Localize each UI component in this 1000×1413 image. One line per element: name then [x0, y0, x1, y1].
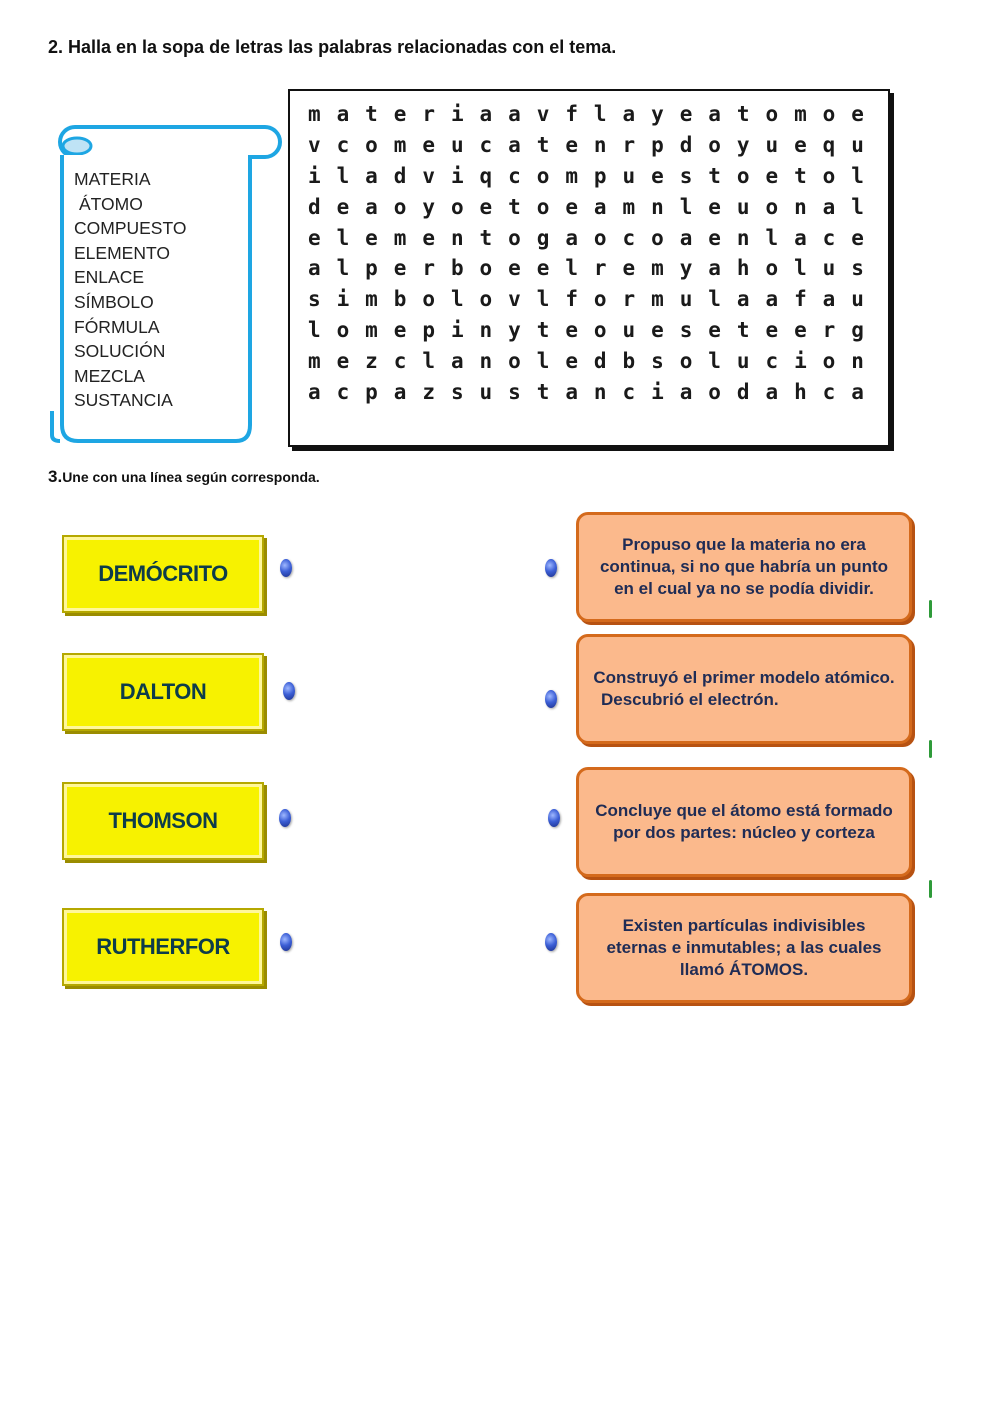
grid-letter[interactable]: v [422, 163, 435, 188]
grid-letter[interactable]: e [708, 318, 721, 343]
grid-letter[interactable]: a [708, 102, 721, 126]
grid-letter[interactable]: u [622, 318, 636, 343]
grid-letter[interactable]: d [679, 132, 693, 157]
question-3-number: 3. [48, 467, 63, 486]
right-connector-dot-3[interactable] [548, 809, 560, 827]
grid-letter[interactable]: c [336, 132, 350, 157]
question-2-title: 2. Halla en la sopa de letras las palabras relacionadas con el tema. [48, 37, 617, 57]
grid-letter[interactable]: i [651, 380, 664, 405]
grid-letter[interactable]: i [450, 102, 464, 126]
grid-letter[interactable]: e [651, 163, 664, 188]
grid-letter[interactable]: z [422, 380, 435, 405]
grid-letter[interactable]: a [679, 380, 693, 405]
grid-letter[interactable]: v [536, 102, 550, 126]
word-item: MATERIA [74, 169, 151, 189]
grid-letter[interactable]: o [679, 349, 693, 374]
grid-letter[interactable]: e [336, 349, 350, 374]
grid-letter[interactable]: a [679, 225, 693, 250]
grid-letter[interactable]: t [736, 102, 750, 126]
grid-letter[interactable]: l [307, 318, 321, 343]
grid-letter[interactable]: h [794, 380, 807, 405]
name-label: THOMSON [108, 808, 218, 833]
grid-letter[interactable]: a [307, 256, 321, 281]
grid-letter[interactable]: o [822, 102, 836, 126]
word-item: COMPUESTO [74, 218, 187, 239]
letter-grid[interactable] [300, 99, 872, 408]
name-label: DALTON [119, 679, 207, 704]
grid-letter[interactable]: u [822, 256, 836, 281]
grid-letter[interactable]: c [622, 225, 636, 250]
grid-letter[interactable]: a [365, 194, 378, 219]
grid-letter[interactable]: o [336, 318, 350, 343]
grid-letter[interactable]: e [708, 194, 721, 219]
word-item: ENLACE [74, 267, 145, 288]
right-connector-dot-4[interactable] [545, 933, 557, 951]
description-text: Existen partículas indivisibles eternas e inmutables; a las cuales llamó ÁTOMOS. [606, 916, 882, 979]
grid-letter[interactable]: o [508, 225, 521, 250]
grid-letter[interactable]: p [651, 132, 664, 157]
grid-letter[interactable]: e [393, 318, 407, 343]
grid-letter[interactable]: d [393, 163, 407, 188]
grid-letter[interactable]: u [736, 194, 750, 219]
grid-letter[interactable]: f [565, 102, 578, 126]
grid-letter[interactable]: b [622, 349, 636, 374]
grid-letter[interactable]: m [651, 287, 664, 312]
name-box-dalton [62, 653, 264, 731]
grid-letter[interactable]: u [851, 132, 864, 157]
grid-letter[interactable]: l [851, 163, 864, 188]
grid-letter[interactable]: r [422, 102, 435, 126]
grid-letter[interactable]: l [708, 287, 721, 312]
grid-letter[interactable]: e [565, 318, 578, 343]
grid-letter[interactable]: m [307, 102, 321, 126]
grid-letter[interactable]: m [393, 132, 407, 157]
grid-letter[interactable]: r [622, 132, 636, 157]
description-text: Construyó el primer modelo atómico. [593, 668, 895, 687]
grid-letter[interactable]: y [508, 318, 521, 343]
grid-letter[interactable]: t [536, 318, 550, 343]
grid-letter[interactable]: b [393, 287, 407, 312]
grid-letter[interactable]: o [765, 102, 779, 126]
grid-letter[interactable]: b [450, 256, 464, 281]
left-connector-dot-2[interactable] [283, 682, 295, 700]
grid-letter[interactable]: n [479, 318, 493, 343]
grid-letter[interactable]: l [794, 256, 807, 281]
grid-letter[interactable]: i [450, 318, 464, 343]
word-item: FÓRMULA [74, 316, 160, 337]
grid-letter[interactable]: a [822, 194, 836, 219]
grid-letter[interactable]: o [365, 132, 378, 157]
grid-letter[interactable]: y [679, 256, 693, 281]
grid-letter[interactable]: e [508, 256, 521, 281]
grid-letter[interactable]: i [794, 349, 807, 374]
description-box-4 [576, 893, 912, 1003]
grid-letter[interactable]: s [450, 380, 464, 405]
grid-letter[interactable]: n [593, 132, 607, 157]
grid-letter[interactable]: a [708, 256, 721, 281]
grid-letter[interactable]: f [794, 287, 807, 312]
grid-letter[interactable]: m [651, 256, 664, 281]
grid-letter[interactable]: m [393, 225, 407, 250]
grid-letter[interactable]: r [422, 256, 435, 281]
grid-letter[interactable]: p [422, 318, 435, 343]
grid-letter[interactable]: o [479, 287, 493, 312]
grid-letter[interactable]: o [765, 256, 779, 281]
grid-letter[interactable]: a [307, 380, 321, 405]
grid-letter[interactable]: y [736, 132, 750, 157]
grid-letter[interactable]: n [593, 380, 607, 405]
grid-letter[interactable]: o [479, 256, 493, 281]
grid-letter[interactable]: m [565, 163, 578, 188]
grid-letter[interactable]: v [307, 132, 321, 157]
grid-letter[interactable]: a [508, 102, 521, 126]
grid-letter[interactable]: o [536, 194, 550, 219]
grid-letter[interactable]: u [736, 349, 750, 374]
grid-letter[interactable]: s [679, 163, 693, 188]
grid-letter[interactable]: a [593, 194, 607, 219]
grid-letter[interactable]: m [622, 194, 636, 219]
word-list-scroll [50, 125, 282, 443]
grid-letter[interactable]: p [365, 256, 378, 281]
grid-letter[interactable]: o [708, 380, 721, 405]
word-item: ELEMENTO [74, 242, 170, 263]
grid-letter[interactable]: m [307, 349, 321, 374]
grid-letter[interactable]: l [536, 349, 550, 374]
grid-letter[interactable]: a [508, 132, 521, 157]
grid-letter[interactable]: a [851, 380, 864, 405]
grid-letter[interactable]: a [736, 287, 750, 312]
grid-letter[interactable]: p [365, 380, 378, 405]
name-box-thomson [62, 782, 264, 860]
grid-letter[interactable]: t [536, 132, 550, 157]
grid-letter[interactable]: a [336, 102, 350, 126]
grid-letter[interactable]: a [565, 380, 578, 405]
grid-letter[interactable]: r [622, 287, 636, 312]
grid-letter[interactable]: t [736, 318, 750, 343]
grid-letter[interactable]: l [336, 225, 350, 250]
grid-letter[interactable]: q [822, 132, 836, 157]
grid-letter[interactable]: u [851, 287, 864, 312]
grid-letter[interactable]: n [450, 225, 464, 250]
green-mark [929, 600, 932, 618]
grid-letter[interactable]: e [851, 102, 864, 126]
word-list [74, 167, 186, 413]
description-box-1 [576, 512, 912, 622]
grid-letter[interactable]: g [851, 318, 864, 343]
right-connector-dot-1[interactable] [545, 559, 557, 577]
grid-letter[interactable]: e [422, 132, 435, 157]
grid-letter[interactable]: l [708, 349, 721, 374]
grid-letter[interactable]: o [822, 163, 836, 188]
grid-letter[interactable]: m [365, 287, 378, 312]
grid-letter[interactable]: u [765, 132, 779, 157]
grid-letter[interactable]: c [336, 380, 350, 405]
grid-letter[interactable]: y [651, 102, 664, 126]
grid-letter[interactable]: c [622, 380, 636, 405]
left-connector-dot-4[interactable] [280, 933, 292, 951]
grid-letter[interactable]: n [736, 225, 750, 250]
grid-letter[interactable]: a [565, 225, 578, 250]
grid-letter[interactable]: d [593, 349, 607, 374]
description-box-3 [576, 767, 912, 877]
grid-letter[interactable]: o [651, 225, 664, 250]
grid-letter[interactable]: s [307, 287, 321, 312]
grid-letter[interactable]: e [565, 194, 578, 219]
description-box-2 [576, 634, 912, 744]
grid-letter[interactable]: a [765, 380, 779, 405]
grid-letter[interactable]: o [393, 194, 407, 219]
grid-letter[interactable]: e [565, 349, 578, 374]
grid-letter[interactable]: n [479, 349, 493, 374]
grid-letter[interactable]: z [365, 349, 378, 374]
grid-letter[interactable]: e [794, 318, 807, 343]
grid-letter[interactable]: m [794, 102, 807, 126]
grid-letter[interactable]: e [307, 225, 321, 250]
grid-letter[interactable]: l [336, 163, 350, 188]
grid-letter[interactable]: o [736, 163, 750, 188]
grid-letter[interactable]: c [508, 163, 521, 188]
grid-letter[interactable]: l [765, 225, 779, 250]
grid-letter[interactable]: u [450, 132, 464, 157]
grid-letter[interactable]: d [736, 380, 750, 405]
description-text: Propuso que la materia no era continua, si no que habría un punto en el cual ya no se podía dividir. [599, 535, 889, 598]
grid-letter[interactable]: m [365, 318, 378, 343]
word-item: SÍMBOLO [74, 291, 154, 312]
grid-letter[interactable]: a [450, 349, 464, 374]
description-text: Descubrió el electrón. [601, 690, 779, 709]
grid-letter[interactable]: o [593, 318, 607, 343]
grid-letter[interactable]: o [593, 225, 607, 250]
grid-letter[interactable]: y [422, 194, 435, 219]
grid-letter[interactable]: e [565, 132, 578, 157]
grid-letter[interactable]: e [393, 256, 407, 281]
grid-letter[interactable]: e [794, 132, 807, 157]
grid-letter[interactable]: o [422, 287, 435, 312]
question-3-text: Une con una línea según corresponda. [62, 469, 320, 485]
grid-letter[interactable]: e [851, 225, 864, 250]
grid-letter[interactable]: n [794, 194, 807, 219]
grid-letter[interactable]: l [679, 194, 693, 219]
word-search-grid [288, 89, 890, 447]
grid-letter[interactable]: e [365, 225, 378, 250]
grid-letter[interactable]: u [479, 380, 493, 405]
grid-letter[interactable]: g [536, 225, 550, 250]
grid-letter[interactable]: c [765, 349, 779, 374]
grid-letter[interactable]: l [450, 287, 464, 312]
grid-letter[interactable]: a [622, 102, 636, 126]
grid-letter[interactable]: t [365, 102, 378, 126]
grid-letter[interactable]: c [822, 380, 836, 405]
grid-letter[interactable]: l [422, 349, 435, 374]
grid-letter[interactable]: a [822, 287, 836, 312]
grid-letter[interactable]: l [851, 194, 864, 219]
grid-letter[interactable]: s [508, 380, 521, 405]
grid-letter[interactable]: o [450, 194, 464, 219]
grid-letter[interactable]: l [336, 256, 350, 281]
grid-letter[interactable]: s [679, 318, 693, 343]
question-3-title [48, 467, 320, 487]
grid-letter[interactable]: e [336, 194, 350, 219]
grid-letter[interactable]: a [365, 163, 378, 188]
grid-letter[interactable]: t [508, 194, 521, 219]
grid-letter[interactable]: q [479, 163, 493, 188]
grid-letter[interactable]: d [307, 194, 321, 219]
grid-letter[interactable]: o [536, 163, 550, 188]
grid-letter[interactable]: r [822, 318, 836, 343]
grid-letter[interactable]: c [479, 132, 493, 157]
grid-letter[interactable]: l [536, 287, 550, 312]
grid-letter[interactable]: e [651, 318, 664, 343]
grid-letter[interactable]: i [450, 163, 464, 188]
grid-letter[interactable]: e [622, 256, 636, 281]
grid-letter[interactable]: n [651, 194, 664, 219]
grid-letter[interactable]: o [508, 349, 521, 374]
grid-letter[interactable]: c [393, 349, 407, 374]
word-item: SOLUCIÓN [74, 341, 166, 362]
grid-letter[interactable]: e [422, 225, 435, 250]
green-mark [929, 880, 932, 898]
grid-letter[interactable]: u [622, 163, 636, 188]
grid-letter[interactable]: f [565, 287, 578, 312]
grid-letter[interactable]: t [479, 225, 493, 250]
grid-letter[interactable]: v [508, 287, 521, 312]
name-label: RUTHERFOR [96, 934, 230, 959]
grid-letter[interactable]: o [708, 132, 721, 157]
name-box-democrito [62, 535, 264, 613]
left-connector-dot-1[interactable] [280, 559, 292, 577]
grid-letter[interactable]: e [679, 102, 693, 126]
grid-letter[interactable]: e [708, 225, 721, 250]
grid-letter[interactable]: a [393, 380, 407, 405]
grid-letter[interactable]: r [593, 256, 607, 281]
grid-letter[interactable]: i [336, 287, 350, 312]
name-label: DEMÓCRITO [98, 561, 228, 586]
grid-letter[interactable]: s [851, 256, 864, 281]
right-connector-dot-2[interactable] [545, 690, 557, 708]
left-connector-dot-3[interactable] [279, 809, 291, 827]
word-item: MEZCLA [74, 365, 145, 386]
grid-letter[interactable]: t [536, 380, 550, 405]
grid-letter[interactable]: s [651, 349, 664, 374]
grid-letter[interactable]: l [593, 102, 607, 126]
grid-letter[interactable]: o [765, 194, 779, 219]
description-text: Concluye que el átomo está formado por dos partes: núcleo y corteza [595, 801, 893, 842]
grid-letter[interactable]: e [393, 102, 407, 126]
grid-letter[interactable]: t [794, 163, 807, 188]
grid-letter[interactable]: t [708, 163, 721, 188]
grid-letter[interactable]: p [593, 163, 607, 188]
word-item: ÁTOMO [79, 193, 143, 214]
grid-letter[interactable]: e [536, 256, 550, 281]
grid-letter[interactable]: o [822, 349, 836, 374]
grid-letter[interactable]: e [765, 318, 779, 343]
word-item: SUSTANCIA [74, 390, 173, 411]
grid-letter[interactable]: h [736, 256, 750, 281]
grid-letter[interactable]: n [851, 349, 864, 374]
grid-letter[interactable]: c [822, 225, 836, 250]
name-box-rutherfor [62, 908, 264, 986]
grid-letter[interactable]: l [565, 256, 578, 281]
grid-letter[interactable]: i [307, 163, 321, 188]
grid-letter[interactable]: a [794, 225, 807, 250]
grid-letter[interactable]: a [479, 102, 493, 126]
grid-letter[interactable]: e [765, 163, 779, 188]
green-mark [929, 740, 932, 758]
grid-letter[interactable]: a [765, 287, 779, 312]
grid-letter[interactable]: u [679, 287, 693, 312]
grid-letter[interactable]: e [479, 194, 493, 219]
grid-letter[interactable]: o [593, 287, 607, 312]
